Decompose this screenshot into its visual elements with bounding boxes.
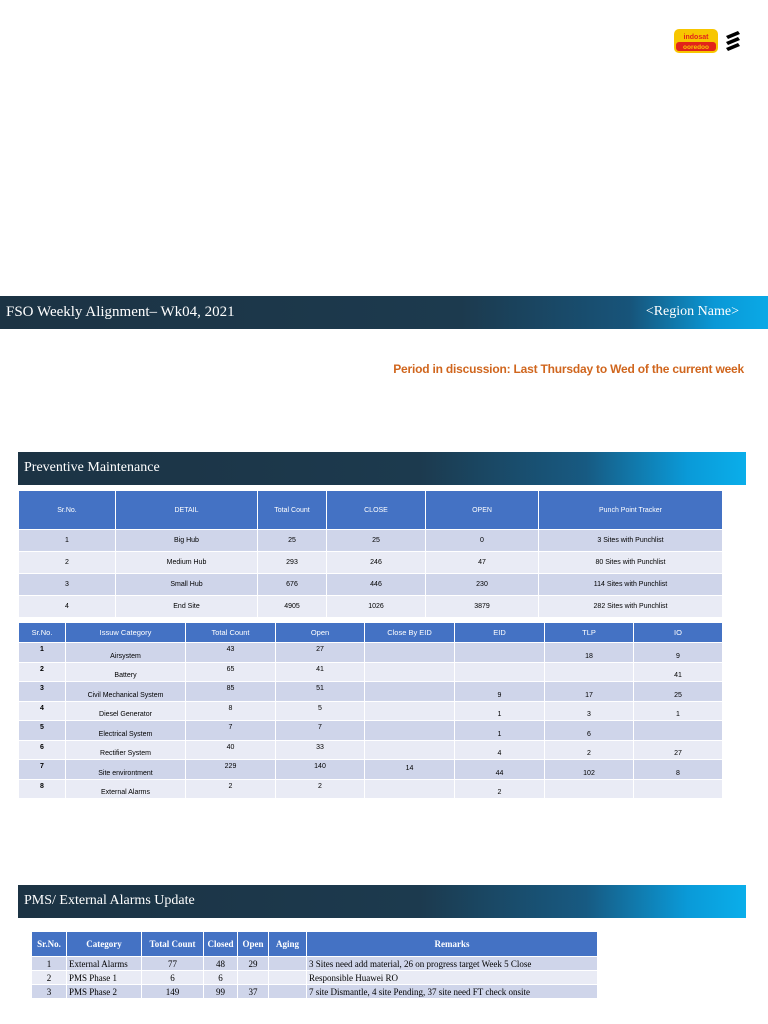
table-row: [19, 701, 723, 721]
table-cell: 2: [32, 971, 67, 985]
table-cell: 114 Sites with Punchlist: [539, 574, 723, 596]
table-cell: Battery: [66, 662, 186, 682]
table-cell: 0: [426, 530, 539, 552]
table-cell: 7: [276, 721, 365, 741]
table-cell: End Site: [116, 596, 258, 618]
table-cell: 140: [276, 760, 365, 780]
section-title: PMS/ External Alarms Update: [24, 893, 195, 908]
table-cell: Diesel Generator: [66, 701, 186, 721]
table-cell: [269, 957, 307, 971]
table-cell: [365, 643, 455, 663]
table-cell: 25: [327, 530, 426, 552]
column-header: CLOSE: [327, 491, 426, 530]
table-row: [19, 662, 723, 682]
table-cell: External Alarms: [67, 957, 142, 971]
table-cell: Medium Hub: [116, 552, 258, 574]
table-cell: 17: [545, 682, 634, 702]
table-cell: [365, 721, 455, 741]
table-cell: 2: [19, 552, 116, 574]
table-cell: Responsible Huawei RO: [307, 971, 598, 985]
table-cell: 1: [32, 957, 67, 971]
table-cell: 41: [276, 662, 365, 682]
table-header-row: [19, 491, 723, 530]
column-header: Close By EID: [365, 623, 455, 643]
column-header: Closed: [204, 932, 238, 957]
table-cell: 47: [426, 552, 539, 574]
table-cell: 37: [238, 985, 269, 999]
table-cell: 14: [365, 760, 455, 780]
column-header: Remarks: [307, 932, 598, 957]
table-cell: 2: [19, 662, 66, 682]
table-cell: [269, 971, 307, 985]
table-row: [32, 957, 598, 971]
table-cell: 8: [186, 701, 276, 721]
table-cell: 8: [634, 760, 723, 780]
table-row: [19, 740, 723, 760]
column-header: Issuw Category: [66, 623, 186, 643]
table-row: [19, 682, 723, 702]
table-cell: [269, 985, 307, 999]
table-cell: Small Hub: [116, 574, 258, 596]
slide-title: FSO Weekly Alignment– Wk04, 2021: [6, 304, 235, 320]
section-title: Preventive Maintenance: [24, 460, 160, 475]
table-cell: Civil Mechanical System: [66, 682, 186, 702]
table-cell: 2: [276, 779, 365, 799]
table-cell: 2: [186, 779, 276, 799]
table-cell: 1: [19, 530, 116, 552]
table-cell: [545, 779, 634, 799]
table-cell: 446: [327, 574, 426, 596]
table-cell: [634, 721, 723, 741]
table-cell: 80 Sites with Punchlist: [539, 552, 723, 574]
table-cell: 5: [276, 701, 365, 721]
column-header: OPEN: [426, 491, 539, 530]
column-header: Total Count: [142, 932, 204, 957]
column-header: Open: [276, 623, 365, 643]
table-cell: Rectifier System: [66, 740, 186, 760]
issue-category-table: [18, 622, 723, 799]
column-header: Sr.No.: [32, 932, 67, 957]
pms-external-alarms-table: [31, 931, 598, 999]
table-cell: [365, 740, 455, 760]
table-row: [19, 779, 723, 799]
table-cell: 85: [186, 682, 276, 702]
table-cell: [634, 779, 723, 799]
table-cell: 7: [186, 721, 276, 741]
preventive-maintenance-header: [18, 452, 746, 485]
table-cell: Airsystem: [66, 643, 186, 663]
table-row: [19, 760, 723, 780]
table-cell: 3: [19, 682, 66, 702]
table-cell: 48: [204, 957, 238, 971]
table-cell: [545, 662, 634, 682]
table-cell: 6: [545, 721, 634, 741]
column-header: Sr.No.: [19, 491, 116, 530]
table-cell: 229: [186, 760, 276, 780]
table-cell: 27: [634, 740, 723, 760]
table-cell: 676: [258, 574, 327, 596]
table-cell: 25: [634, 682, 723, 702]
table-cell: 40: [186, 740, 276, 760]
region-name: <Region Name>: [645, 304, 739, 319]
column-header: EID: [455, 623, 545, 643]
table-row: [32, 985, 598, 999]
table-cell: 3: [32, 985, 67, 999]
column-header: Sr.No.: [19, 623, 66, 643]
table-cell: 4: [19, 596, 116, 618]
table-row: [19, 552, 723, 574]
table-cell: 2: [455, 779, 545, 799]
table-cell: 9: [455, 682, 545, 702]
table-row: [19, 530, 723, 552]
title-banner: [0, 296, 768, 329]
table-cell: PMS Phase 2: [67, 985, 142, 999]
ericsson-logo: [724, 31, 742, 51]
table-cell: [365, 682, 455, 702]
table-cell: 44: [455, 760, 545, 780]
table-cell: 51: [276, 682, 365, 702]
svg-text:ooredoo: ooredoo: [683, 44, 709, 51]
table-cell: 1: [634, 701, 723, 721]
column-header: Aging: [269, 932, 307, 957]
table-cell: 1: [19, 643, 66, 663]
column-header: IO: [634, 623, 723, 643]
table-header-row: [32, 932, 598, 957]
table-cell: 3 Sites need add material, 26 on progress target Week 5 Close: [307, 957, 598, 971]
table-cell: 293: [258, 552, 327, 574]
table-cell: 2: [545, 740, 634, 760]
table-cell: 3879: [426, 596, 539, 618]
table-row: [32, 971, 598, 985]
table-cell: 5: [19, 721, 66, 741]
pms-external-alarms-header: [18, 885, 746, 918]
table-cell: [365, 662, 455, 682]
table-header-row: [19, 623, 723, 643]
table-cell: Site environtment: [66, 760, 186, 780]
table-row: [19, 721, 723, 741]
table-row: [19, 574, 723, 596]
table-cell: 6: [19, 740, 66, 760]
table-cell: 4: [19, 701, 66, 721]
table-cell: 1: [455, 701, 545, 721]
column-header: DETAIL: [116, 491, 258, 530]
indosat-ooredoo-logo: [674, 29, 718, 53]
table-cell: 43: [186, 643, 276, 663]
table-cell: 99: [204, 985, 238, 999]
column-header: TLP: [545, 623, 634, 643]
table-cell: 230: [426, 574, 539, 596]
table-row: [19, 643, 723, 663]
column-header: Total Count: [258, 491, 327, 530]
table-cell: 1026: [327, 596, 426, 618]
column-header: Total Count: [186, 623, 276, 643]
table-cell: [455, 643, 545, 663]
table-cell: 246: [327, 552, 426, 574]
table-cell: [238, 971, 269, 985]
column-header: Category: [67, 932, 142, 957]
table-cell: 3: [545, 701, 634, 721]
table-cell: 6: [142, 971, 204, 985]
table-cell: 41: [634, 662, 723, 682]
table-cell: Big Hub: [116, 530, 258, 552]
table-cell: [365, 701, 455, 721]
table-cell: 29: [238, 957, 269, 971]
table-cell: [365, 779, 455, 799]
table-cell: 282 Sites with Punchlist: [539, 596, 723, 618]
table-cell: 77: [142, 957, 204, 971]
table-cell: 18: [545, 643, 634, 663]
table-cell: 4: [455, 740, 545, 760]
table-cell: 6: [204, 971, 238, 985]
preventive-maintenance-table: [18, 490, 723, 618]
table-cell: 4905: [258, 596, 327, 618]
column-header: Punch Point Tracker: [539, 491, 723, 530]
period-note: Period in discussion: Last Thursday to Wed of the current week: [393, 362, 744, 376]
table-cell: 3 Sites with Punchlist: [539, 530, 723, 552]
table-cell: 25: [258, 530, 327, 552]
table-cell: [455, 662, 545, 682]
table-cell: 65: [186, 662, 276, 682]
column-header: Open: [238, 932, 269, 957]
table-cell: 9: [634, 643, 723, 663]
table-cell: 33: [276, 740, 365, 760]
table-cell: External Alarms: [66, 779, 186, 799]
table-cell: 27: [276, 643, 365, 663]
table-cell: Electrical System: [66, 721, 186, 741]
table-cell: 1: [455, 721, 545, 741]
table-cell: 102: [545, 760, 634, 780]
table-cell: 7 site Dismantle, 4 site Pending, 37 site need FT check onsite: [307, 985, 598, 999]
table-row: [19, 596, 723, 618]
brand-logos: [674, 29, 744, 53]
table-cell: 149: [142, 985, 204, 999]
table-cell: PMS Phase 1: [67, 971, 142, 985]
svg-text:indosat: indosat: [683, 34, 709, 41]
table-cell: 8: [19, 779, 66, 799]
table-cell: 7: [19, 760, 66, 780]
table-cell: 3: [19, 574, 116, 596]
